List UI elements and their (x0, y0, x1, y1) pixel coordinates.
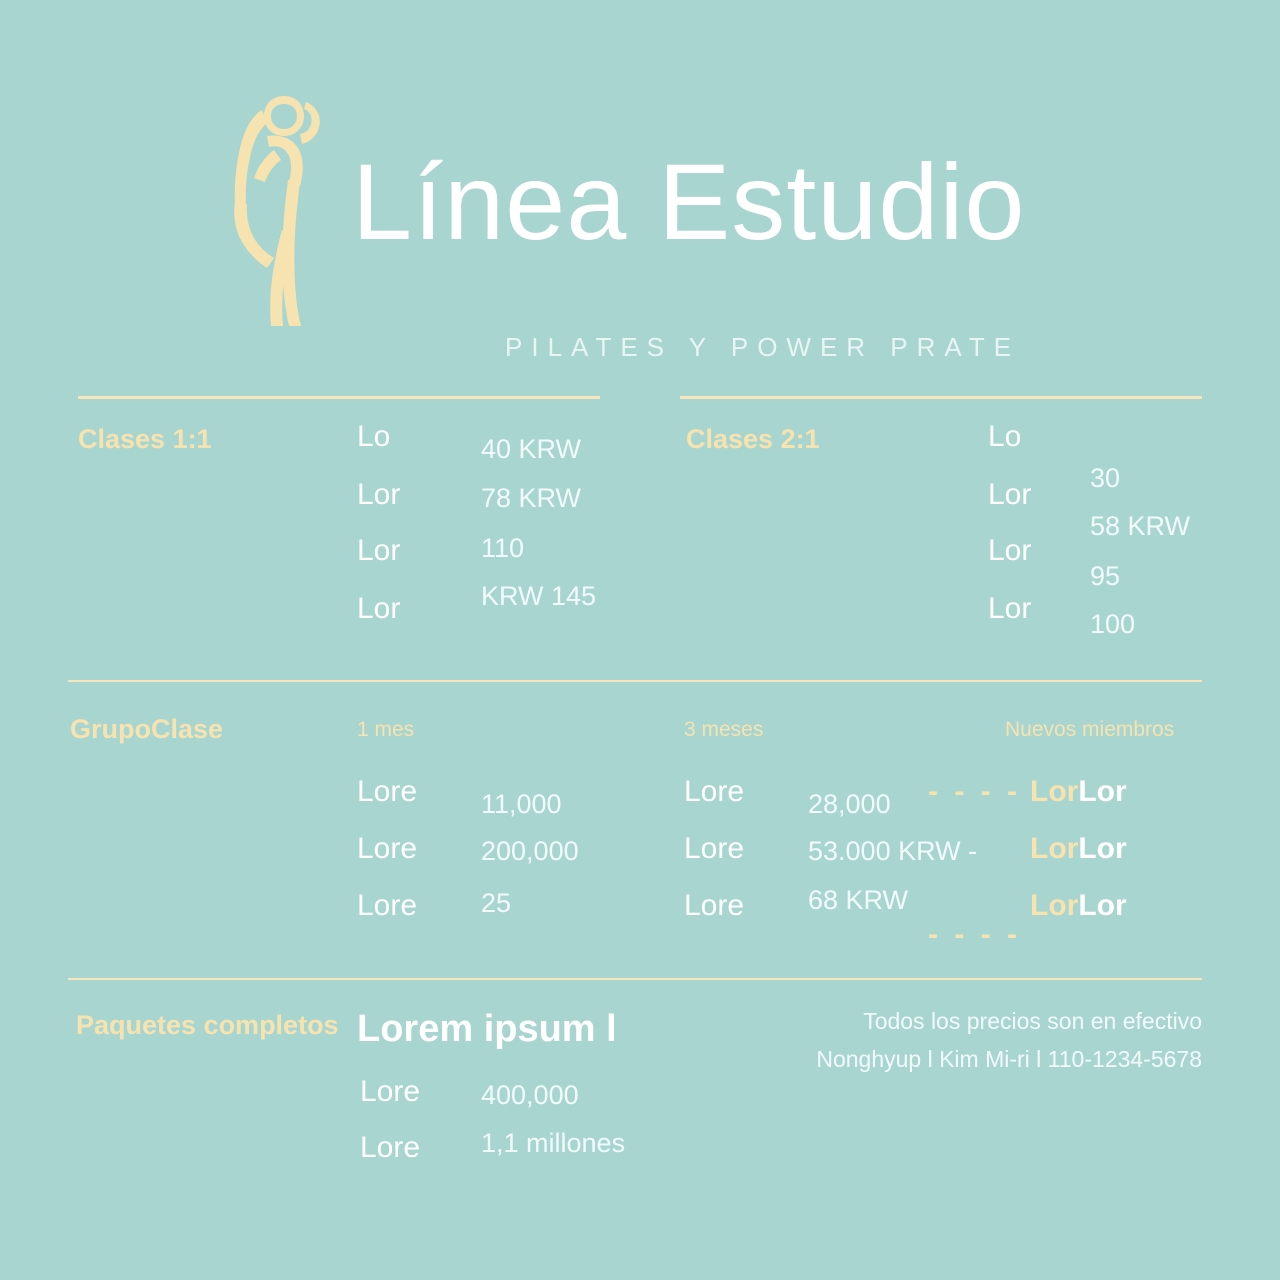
list-item: Lor (988, 478, 1032, 511)
promo-accent-text: Lor (1030, 775, 1079, 808)
list-item: Lor (988, 592, 1032, 625)
price-value: 95 (1090, 561, 1121, 591)
list-item: Lor (357, 534, 401, 567)
price-value: 100 (1090, 609, 1136, 639)
price-value: KRW 145 (481, 581, 597, 611)
brand-title: Línea Estudio (352, 141, 1026, 262)
list-item: Lore (357, 775, 418, 808)
promo-white-text: Lor (1078, 775, 1127, 808)
divider-top-right (680, 396, 1202, 399)
promo-white-text: Lor (1078, 889, 1127, 922)
brand-subtitle: PILATES Y POWER PRATE (505, 332, 1021, 362)
column-label-3-meses: 3 meses (684, 718, 764, 741)
section-heading-paquetes: Paquetes completos (76, 1010, 339, 1040)
divider-middle (68, 680, 1202, 682)
price-value: 400,000 (481, 1080, 579, 1110)
column-label-nuevos-miembros: Nuevos miembros (1005, 718, 1175, 741)
brand-header (0, 70, 1280, 360)
list-item: Lo (988, 420, 1022, 453)
footer-note-line-1: Todos los precios son en efectivo (863, 1008, 1202, 1034)
list-item: Lore (684, 889, 745, 922)
section-heading-clases-2-1: Clases 2:1 (686, 424, 820, 454)
price-value: 11,000 (481, 789, 562, 819)
footer-note-line-2: Nonghyup l Kim Mi-ri l 110-1234-5678 (816, 1046, 1202, 1072)
price-value: 28,000 (808, 789, 891, 819)
price-value: 1,1 millones (481, 1128, 626, 1158)
list-item: Lore (684, 775, 745, 808)
list-item: Lore (360, 1075, 421, 1108)
section-heading-grupo-clase: GrupoClase (70, 714, 224, 744)
divider-bottom (68, 978, 1202, 980)
price-value: 78 KRW (481, 483, 582, 513)
promo-badge (1030, 775, 1127, 809)
price-value: 40 KRW (481, 434, 582, 464)
price-value: 200,000 (481, 836, 579, 866)
dashed-connector-top: - - - - (928, 775, 1021, 808)
price-value: 53.000 KRW - (808, 836, 978, 866)
price-value: 110 (481, 533, 525, 563)
list-item: Lore (357, 832, 418, 865)
list-item: Lore (357, 889, 418, 922)
dashed-connector-bottom: - - - - (928, 918, 1021, 951)
list-item: Lore (360, 1131, 421, 1164)
section-heading-clases-1-1: Clases 1:1 (78, 424, 212, 454)
price-value: 30 (1090, 463, 1121, 493)
promo-accent-text: Lor (1030, 832, 1079, 865)
list-item: Lor (357, 478, 401, 511)
list-item: Lore (684, 832, 745, 865)
pilates-dancer-icon (222, 90, 342, 330)
price-value: 68 KRW (808, 885, 909, 915)
price-value: 58 KRW (1090, 511, 1191, 541)
promo-badge (1030, 889, 1127, 923)
list-item: Lo (357, 420, 391, 453)
promo-accent-text: Lor (1030, 889, 1079, 922)
price-value: 25 (481, 888, 512, 918)
promo-badge (1030, 832, 1127, 866)
list-item: Lor (988, 534, 1032, 567)
divider-top-left (78, 396, 600, 399)
list-item: Lor (357, 592, 401, 625)
promo-white-text: Lor (1078, 832, 1127, 865)
column-label-1-mes: 1 mes (357, 718, 415, 741)
paquetes-title: Lorem ipsum l (357, 1008, 617, 1050)
